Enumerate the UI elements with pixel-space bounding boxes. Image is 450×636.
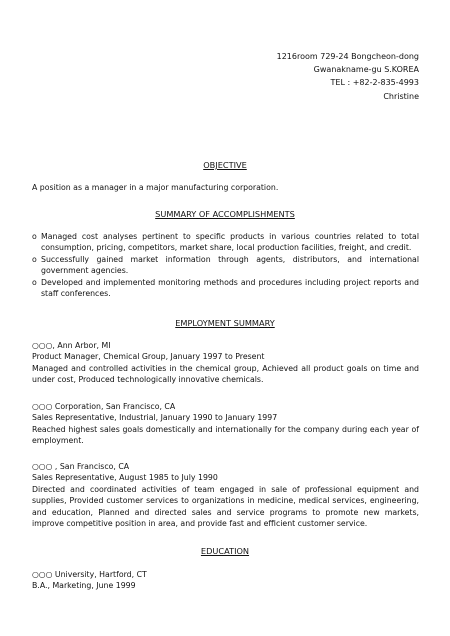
- list-item: [32, 231, 419, 254]
- bullet-marker: o: [32, 277, 37, 287]
- contact-address-block: [277, 50, 419, 103]
- phone-line: TEL : +82-2-835-4993: [330, 78, 419, 88]
- job-entry: [32, 401, 419, 447]
- address-line-1: 1216room 729-24 Bongcheon-dong: [276, 52, 419, 61]
- job-role: Sales Representative, August 1985 to July 1990: [32, 473, 218, 483]
- objective-heading: OBJECTIVE: [203, 160, 247, 170]
- job-description: Managed and controlled activities in the chemical group, Achieved all product goals on time and under cost, Produced technologically innovative chemicals.: [32, 363, 419, 385]
- list-item: [32, 254, 419, 277]
- job-description: Reached highest sales goals domestically and internationally for the company during each year of employment.: [32, 424, 419, 446]
- bullet-marker: o: [32, 254, 37, 264]
- job-company: ○○○ Corporation, San Francisco, CA: [32, 402, 176, 411]
- applicant-name: Christine: [383, 91, 419, 101]
- job-entry: [32, 340, 419, 386]
- job-description: Directed and coordinated activities of team engaged in sale of professional equipment and supplies, Provided customer services to organizations in medicine, medical services, engineering, and education, Planned and directed sales and service programs to promote new markets, improve competitive position in area, and provide fast and efficient customer service.: [32, 484, 419, 529]
- degree: B.A., Marketing, June 1999: [32, 581, 136, 591]
- education-heading: EDUCATION: [200, 546, 250, 556]
- bullet-marker: o: [32, 232, 37, 241]
- list-item: [32, 277, 419, 300]
- employment-heading: EMPLOYMENT SUMMARY: [175, 318, 275, 328]
- job-company: ○○○, Ann Arbor, MI: [32, 341, 111, 350]
- job-role: Product Manager, Chemical Group, January 1997 to Present: [32, 352, 265, 362]
- education-entry: [32, 569, 419, 592]
- accomplishments-list: [32, 231, 419, 299]
- job-company: ○○○ , San Francisco, CA: [32, 462, 130, 471]
- summary-heading: SUMMARY OF ACCOMPLISHMENTS: [155, 209, 295, 219]
- job-entry: [32, 461, 419, 529]
- accomplishment-text: Managed cost analyses pertinent to specific products in various countries related to total consumption, pricing, competitors, market share, local production facilities, freight, and credit.: [41, 232, 419, 253]
- job-role: Sales Representative, Industrial, January 1990 to January 1997: [32, 413, 278, 423]
- objective-text: A position as a manager in a major manufacturing corporation.: [32, 183, 279, 192]
- school-name: ○○○ University, Hartford, CT: [32, 570, 147, 579]
- accomplishment-text: Successfully gained market information through agents, distributors, and international government agencies.: [41, 254, 419, 276]
- address-line-2: Gwanakname-gu S.KOREA: [313, 65, 419, 75]
- accomplishment-text: Developed and implemented monitoring methods and procedures including project reports and staff conferences.: [41, 277, 419, 299]
